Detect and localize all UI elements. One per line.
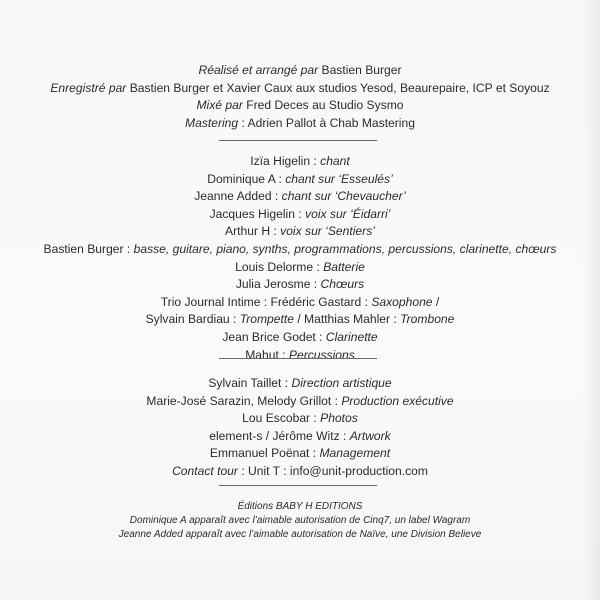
legal-notes <box>0 500 600 542</box>
staff-line: element-s / Jérôme Witz : Artwork <box>209 428 391 443</box>
production-credits <box>0 62 600 132</box>
credit-line-mixed: Mixé par Fred Deces au Studio Sysmo <box>196 98 404 113</box>
staff-line: Lou Escobar : Photos <box>242 411 358 426</box>
musician-line: Jean Brice Godet : Clarinette <box>222 329 378 344</box>
musician-line: Arthur H : voix sur ‘Sentiers’ <box>225 224 375 239</box>
staff-line: Contact tour : Unit T : info@unit-production.com <box>172 463 428 478</box>
musician-line: Sylvain Bardiau : Trompette / Matthias Mahler : Trombone <box>145 312 455 327</box>
musician-line: Bastien Burger : basse, guitare, piano, synths, programmations, percussions, clarinette, chœurs <box>43 241 557 256</box>
divider-1 <box>219 140 377 141</box>
musician-credits <box>0 153 600 364</box>
divider-3 <box>219 485 377 486</box>
credit-line-recorded: Enregistré par Bastien Burger et Xavier Caux aux studios Yesod, Beaurepaire, ICP et Soyouz <box>50 80 550 95</box>
musician-line: Mahut : Percussions <box>245 347 355 362</box>
credit-line-mastering: Mastering : Adrien Pallot à Chab Mastering <box>185 115 415 130</box>
musician-line: Trio Journal Intime : Frédéric Gastard : Saxophone / <box>160 294 440 309</box>
authorisation-note: Jeanne Added apparaît avec l’aimable autorisation de Naïve, une Division Believe <box>118 529 482 540</box>
staff-line: Emmanuel Poënat : Management <box>209 446 391 461</box>
musician-line: Jacques Higelin : voix sur ‘Éidarri’ <box>209 206 391 221</box>
divider-2 <box>219 358 377 359</box>
staff-line: Sylvain Taillet : Direction artistique <box>208 376 392 390</box>
musician-line: Julia Jerosme : Chœurs <box>235 277 365 292</box>
musician-line: Louis Delorme : Batterie <box>235 259 365 274</box>
editions-line: Éditions BABY H EDITIONS <box>237 501 363 512</box>
staff-credits <box>0 375 600 481</box>
musician-line: Jeanne Added : chant sur ‘Chevaucher’ <box>194 189 406 204</box>
musician-line: Izïa Higelin : chant <box>250 154 350 168</box>
staff-line: Marie-José Sarazin, Melody Grillot : Production exécutive <box>146 393 454 408</box>
musician-line: Dominique A : chant sur ‘Esseulés’ <box>207 171 393 186</box>
credit-line-produced: Réalisé et arrangé par Bastien Burger <box>198 63 402 77</box>
authorisation-note: Dominique A apparaît avec l’aimable autorisation de Cinq7, un label Wagram <box>129 515 471 526</box>
